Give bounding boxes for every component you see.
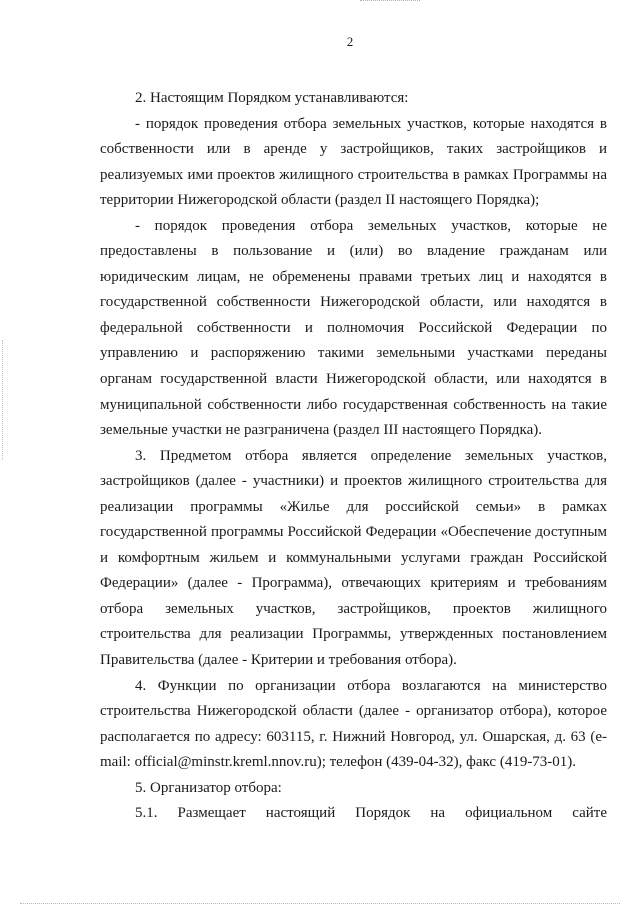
paragraph-2-heading: 2. Настоящим Порядком устанавливаются: [135,90,409,106]
scan-edge-bottom [20,901,620,904]
scan-edge-top [360,0,420,3]
paragraph-4-organizer: 4. Функции по организации отбора возлагаются на министерство строительства Нижегородской области (далее - организатор отбора), которое располагается по адресу: 603115, г. Нижний Новгород, ул. Ошарская, д. 63 (e-mail: official@minstr.kreml.nnov.ru); телефон (439-04-32), факс (419-73-01). [100,677,607,771]
paragraph-3-subject: 3. Предметом отбора является определение земельных участков, застройщиков (далее - участники) и проектов жилищного строительства для реализации программы «Жилье для российской семьи» в рамках государственной программы Российской Федерации «Обеспечение доступным и комфортным жильем и коммунальными услугами граждан Российской Федерации» (далее - Программа), отвечающих критериям и требованиям отбора земельных участков, застройщиков, проектов жилищного строительства для реализации Программы, утвержденных постановлением Правительства (далее - Критерии и требования отбора). [100,447,607,669]
document-body [100,86,607,827]
paragraph-2-item-section-ii: - порядок проведения отбора земельных участков, которые находятся в собственности или в аренде у застройщиков, таких застройщиков и реализуемых ими проектов жилищного строительства в рамках Программы на территории Нижегородской области (раздел II настоящего Порядка); [100,115,607,209]
page-number: 2 [346,34,354,49]
scan-edge-left [2,340,4,460]
paragraph-2-item-section-iii: - порядок проведения отбора земельных участков, которые не предоставлены в пользование и (или) во владение гражданам или юридическим лицам, не обременены правами третьих лиц и находятся в государственной собственности Нижегородской области, или находятся в федеральной собственности и полномочия Российской Федерации по управлению и распоряжению такими земельными участками переданы органам государственной власти Нижегородской области, или находятся в муниципальной собственности либо государственная собственность на такие земельные участки не разграничена (раздел III настоящего Порядка). [100,217,607,439]
paragraph-5-1: 5.1. Размещает настоящий Порядок на официальном сайте [135,805,607,822]
paragraph-5-heading: 5. Организатор отбора: [135,779,282,796]
